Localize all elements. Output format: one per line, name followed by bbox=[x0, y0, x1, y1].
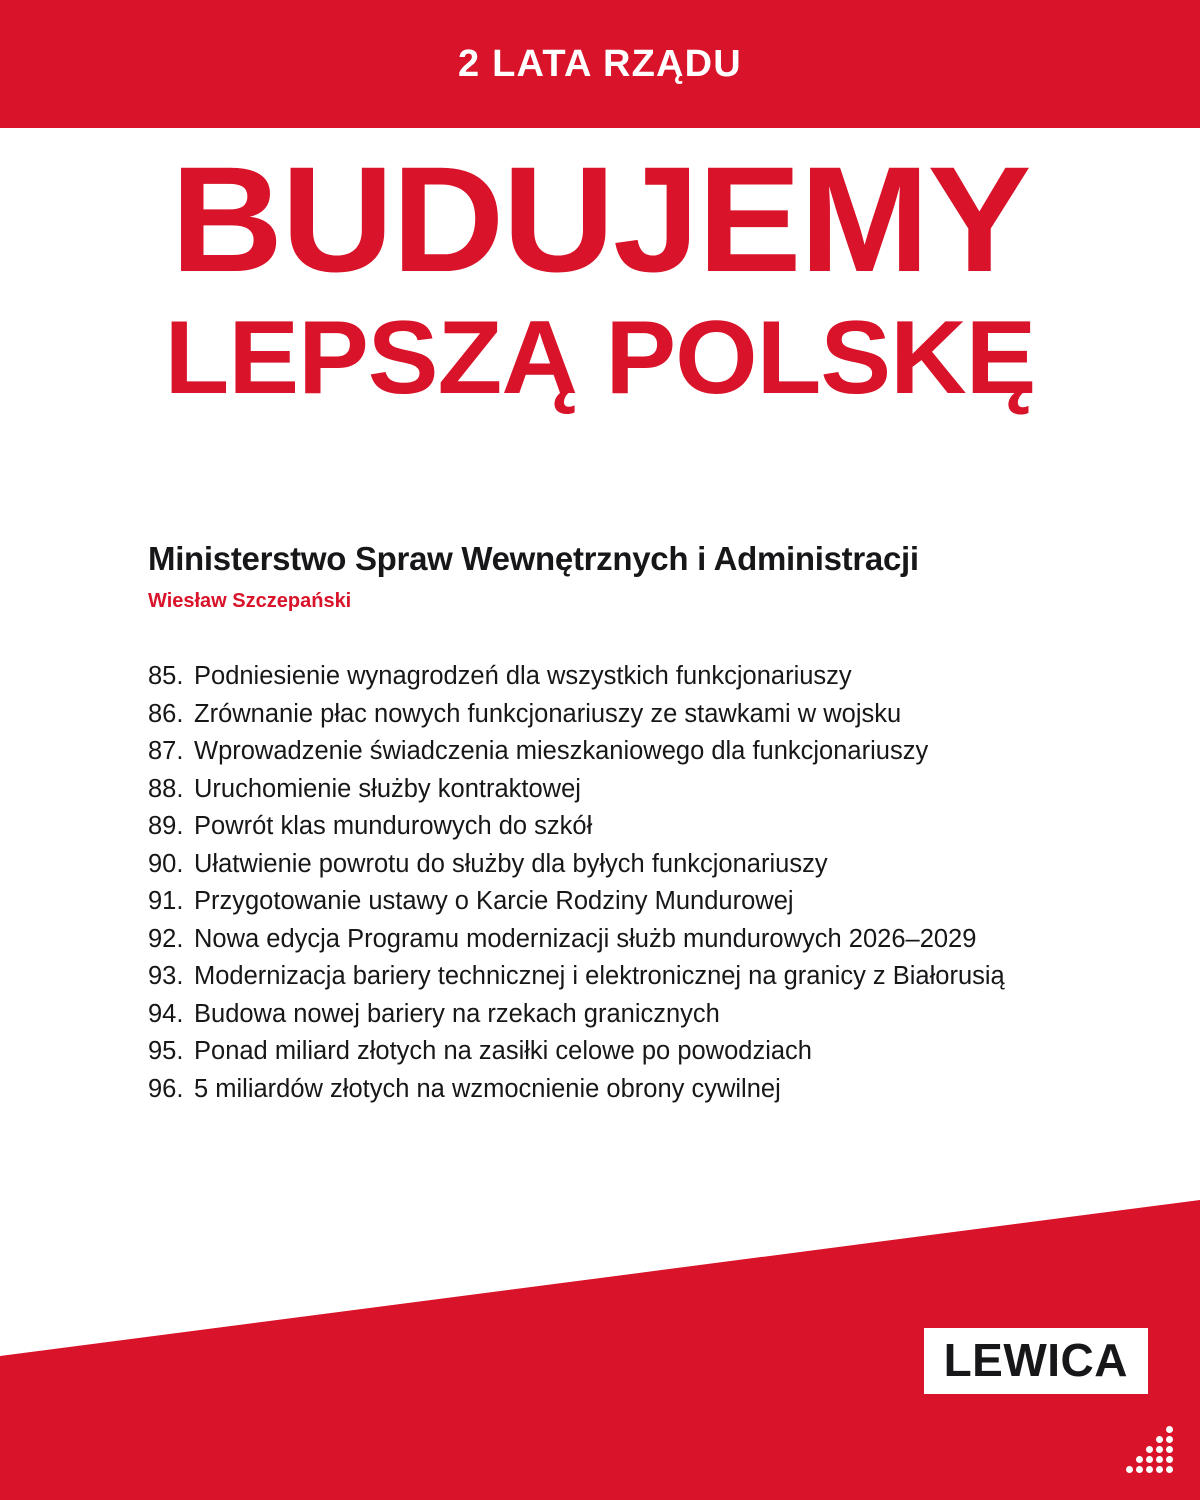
list-item-number: 96. bbox=[148, 1074, 184, 1103]
list-item-text: Przygotowanie ustawy o Karcie Rodziny Mundurowej bbox=[194, 887, 794, 915]
list-item-text: Podniesienie wynagrodzeń dla wszystkich funkcjonariuszy bbox=[194, 662, 852, 690]
list-item bbox=[148, 964, 1158, 990]
list-item-text: Ponad miliard złotych na zasiłki celowe po powodziach bbox=[194, 1037, 812, 1065]
list-item-text: Wprowadzenie świadczenia mieszkaniowego dla funkcjonariuszy bbox=[194, 737, 929, 765]
promise-list bbox=[148, 664, 1158, 1114]
ministry-title: Ministerstwo Spraw Wewnętrznych i Administracji bbox=[148, 540, 919, 577]
list-item bbox=[148, 849, 1158, 878]
list-item bbox=[148, 699, 1158, 728]
list-item bbox=[148, 889, 1158, 915]
list-item-number: 90. bbox=[148, 849, 184, 878]
dot-triangle-mark bbox=[1126, 1426, 1174, 1478]
headline-block bbox=[0, 128, 1200, 416]
headline-line-1: BUDUJEMY bbox=[170, 135, 1030, 303]
banner-kicker: 2 LATA RZĄDU bbox=[458, 42, 742, 85]
list-item-text: 5 miliardów złotych na wzmocnienie obrony cywilnej bbox=[194, 1074, 781, 1103]
list-item bbox=[148, 999, 1158, 1028]
list-item-number: 86. bbox=[148, 699, 184, 728]
list-item-number: 89. bbox=[148, 812, 184, 840]
minister-name: Wiesław Szczepański bbox=[148, 590, 352, 612]
list-item-text: Powrót klas mundurowych do szkół bbox=[194, 812, 593, 840]
list-item-text: Uruchomienie służby kontraktowej bbox=[194, 774, 581, 803]
list-item-number: 95. bbox=[148, 1037, 184, 1065]
list-item-text: Zrównanie płac nowych funkcjonariuszy ze stawkami w wojsku bbox=[194, 699, 902, 728]
list-item-text: Ułatwienie powrotu do służby dla byłych funkcjonariuszy bbox=[194, 849, 828, 878]
list-item-number: 93. bbox=[148, 962, 184, 990]
headline-line-2: LEPSZĄ POLSKĘ bbox=[164, 300, 1036, 416]
lewica-logo bbox=[924, 1328, 1148, 1394]
list-item bbox=[148, 1074, 1158, 1103]
list-item-text: Modernizacja bariery technicznej i elektronicznej na granicy z Białorusią bbox=[194, 962, 1005, 990]
list-item-text: Budowa nowej bariery na rzekach granicznych bbox=[194, 999, 720, 1028]
list-item-text: Nowa edycja Programu modernizacji służb mundurowych 2026–2029 bbox=[194, 924, 977, 953]
list-item bbox=[148, 924, 1158, 953]
list-item-number: 94. bbox=[148, 999, 184, 1028]
list-item bbox=[148, 1039, 1158, 1065]
list-item bbox=[148, 664, 1158, 690]
list-item-number: 91. bbox=[148, 887, 184, 915]
top-banner bbox=[0, 0, 1200, 128]
list-item-number: 88. bbox=[148, 774, 184, 803]
list-item-number: 87. bbox=[148, 737, 184, 765]
list-item-number: 85. bbox=[148, 662, 184, 690]
lewica-logo-text: LEWICA bbox=[943, 1334, 1128, 1386]
list-item bbox=[148, 739, 1158, 765]
list-item bbox=[148, 814, 1158, 840]
list-item-number: 92. bbox=[148, 924, 184, 953]
list-item bbox=[148, 774, 1158, 803]
meta-block bbox=[148, 540, 1088, 613]
